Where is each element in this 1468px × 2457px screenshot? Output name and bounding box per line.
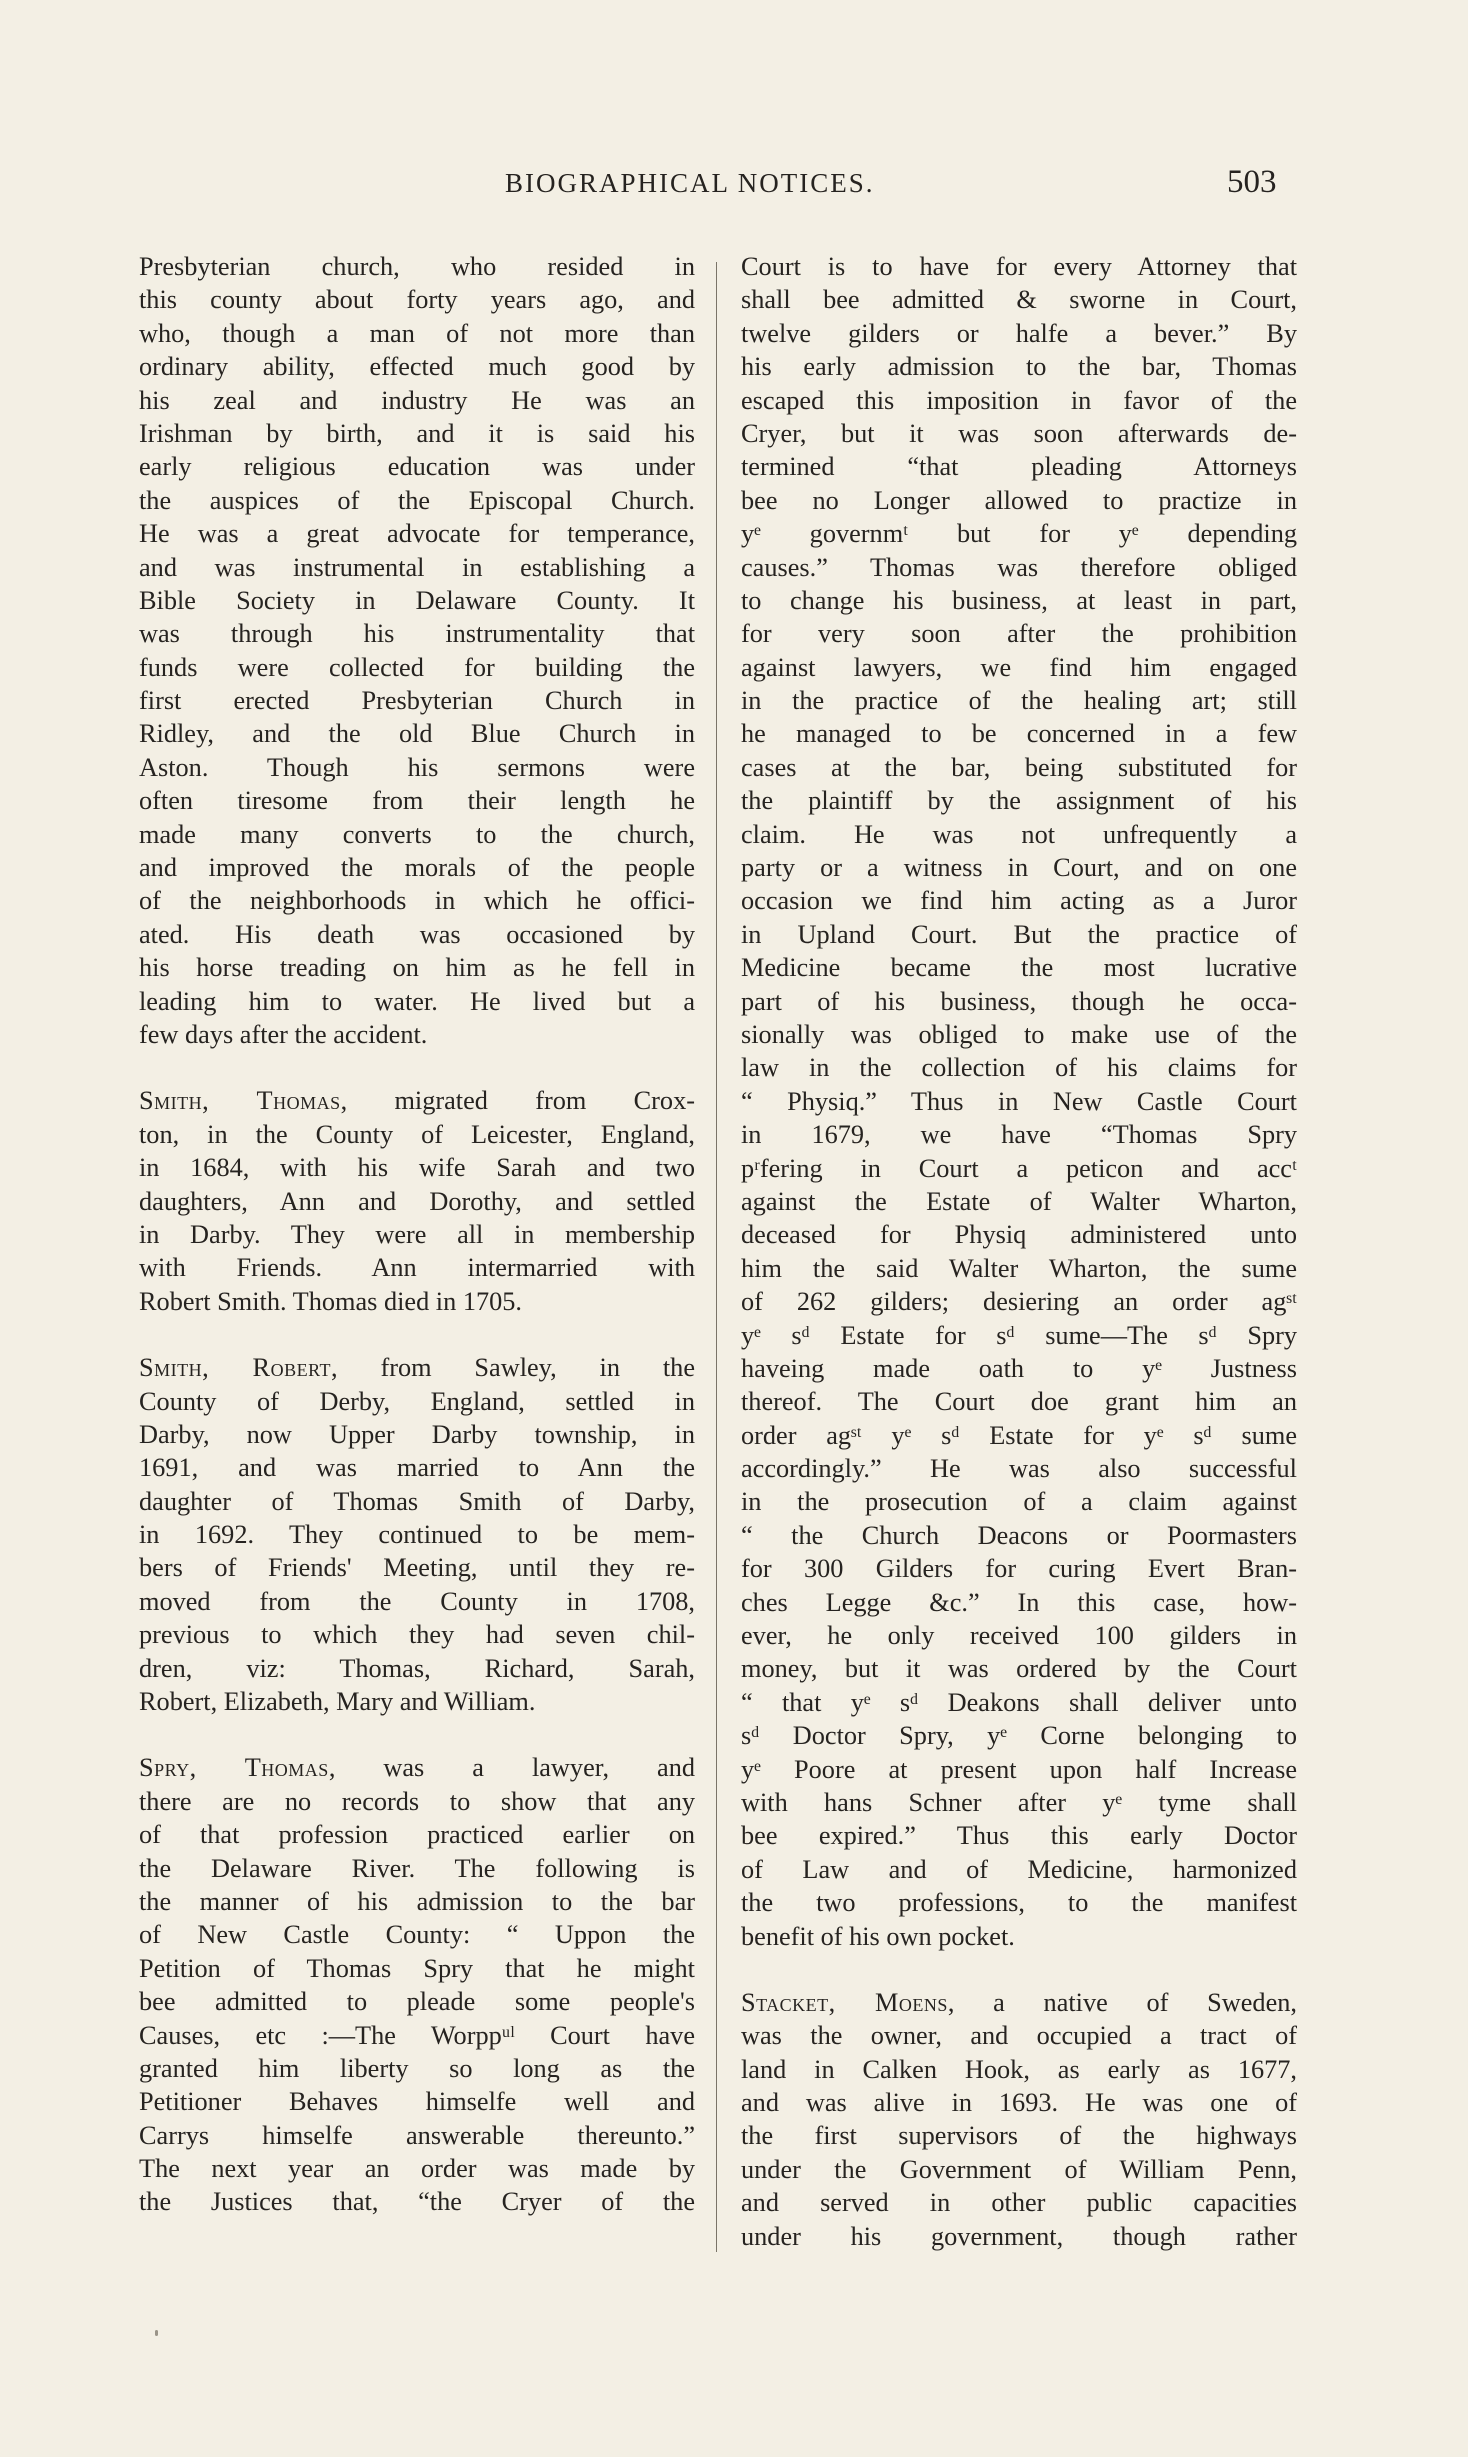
text-line: with Friends. Ann intermarried with — [139, 1253, 695, 1283]
text-line: was through his instrumentality that — [139, 619, 695, 649]
entry-headname: Stacket, Moens — [741, 1987, 948, 2017]
text-line: money, but it was ordered by the Court — [741, 1654, 1297, 1684]
text-line: Cryer, but it was soon afterwards de- — [741, 418, 1297, 448]
text-line: causes.” Thomas was therefore obliged — [741, 552, 1297, 582]
text-line: “ that yᵉ sᵈ Deakons shall deliver unto — [741, 1687, 1297, 1717]
text-line: dren, viz: Thomas, Richard, Sarah, — [139, 1653, 695, 1683]
text-line: the Delaware River. The following is — [139, 1853, 695, 1883]
text-line: thereof. The Court doe grant him an — [741, 1387, 1297, 1417]
text-line: under his government, though rather — [741, 2221, 1297, 2251]
text-line: of the neighborhoods in which he offici- — [139, 886, 695, 916]
text-line: ated. His death was occasioned by — [139, 919, 695, 949]
text-line: occasion we find him acting as a Juror — [741, 886, 1297, 916]
text-line: in 1692. They continued to be mem- — [139, 1520, 695, 1550]
paragraph-gap — [139, 1718, 695, 1751]
entry-headname: Smith, Robert — [139, 1353, 332, 1383]
text-line: ordinary ability, effected much good by — [139, 352, 695, 382]
text-line: there are no records to show that any — [139, 1786, 695, 1816]
text-line: and was alive in 1693. He was one of — [741, 2088, 1297, 2118]
text-line: Petitioner Behaves himselfe well and — [139, 2087, 695, 2117]
text-line: law in the collection of his claims for — [741, 1053, 1297, 1083]
text-line: previous to which they had seven chil- — [139, 1620, 695, 1650]
text-line: claim. He was not unfrequently a — [741, 819, 1297, 849]
text-line: shall bee admitted & sworne in Court, — [741, 285, 1297, 315]
text-line: first erected Presbyterian Church in — [139, 686, 695, 716]
text-line: he managed to be concerned in a few — [741, 719, 1297, 749]
text-line: the Justices that, “the Cryer of the — [139, 2187, 695, 2217]
text-line: yᵉ Poore at present upon half Increase — [741, 1754, 1297, 1784]
text-line: his early admission to the bar, Thomas — [741, 352, 1297, 382]
running-title: BIOGRAPHICAL NOTICES. — [505, 168, 875, 198]
text-line: Smith, Thomas, migrated from Crox- — [139, 1086, 695, 1116]
text-line: bee admitted to pleade some people's — [139, 1987, 695, 2017]
text-line: in the practice of the healing art; still — [741, 686, 1297, 716]
text-line: Presbyterian church, who resided in — [139, 252, 695, 281]
text-line: termined “that pleading Attorneys — [741, 452, 1297, 482]
text-line: early religious education was under — [139, 452, 695, 482]
text-line: with hans Schner after yᵉ tyme shall — [741, 1787, 1297, 1817]
text-line: ever, he only received 100 gilders in — [741, 1621, 1297, 1651]
text-line: the plaintiff by the assignment of his — [741, 786, 1297, 816]
text-line: The next year an order was made by — [139, 2154, 695, 2184]
right-column — [741, 250, 1297, 2253]
text-line: Bible Society in Delaware County. It — [139, 585, 695, 615]
entry-headname: Smith, Thomas — [139, 1086, 341, 1116]
text-line: pʳfering in Court a peticon and accᵗ — [741, 1153, 1297, 1183]
text-line: cases at the bar, being substituted for — [741, 752, 1297, 782]
running-head — [0, 164, 1468, 208]
text-line: Robert, Elizabeth, Mary and William. — [139, 1687, 536, 1717]
text-line: ches Legge &c.” In this case, how- — [741, 1587, 1297, 1617]
text-line: in 1679, we have “Thomas Spry — [741, 1120, 1297, 1150]
text-line: in Upland Court. But the practice of — [741, 919, 1297, 949]
text-line: to change his business, at least in part, — [741, 585, 1297, 615]
text-line: accordingly.” He was also successful — [741, 1454, 1297, 1484]
paragraph-gap — [741, 1953, 1297, 1986]
text-line: few days after the accident. — [139, 1019, 428, 1049]
text-line: benefit of his own pocket. — [741, 1921, 1015, 1951]
text-line: funds were collected for building the — [139, 652, 695, 682]
page-number: 503 — [1227, 164, 1277, 200]
text-line: Causes, etc :—The Worppᵘˡ Court have — [139, 2020, 695, 2050]
text-line: often tiresome from their length he — [139, 786, 695, 816]
paper-speck — [155, 2330, 158, 2336]
text-line: his zeal and industry He was an — [139, 385, 695, 415]
text-line: Carrys himselfe answerable thereunto.” — [139, 2120, 695, 2150]
text-line: Medicine became the most lucrative — [741, 953, 1297, 983]
text-line: the manner of his admission to the bar — [139, 1886, 695, 1916]
text-line: in 1684, with his wife Sarah and two — [139, 1153, 695, 1183]
text-line: “ Physiq.” Thus in New Castle Court — [741, 1086, 1297, 1116]
text-line: who, though a man of not more than — [139, 318, 695, 348]
text-line: He was a great advocate for temperance, — [139, 519, 695, 549]
text-line: Smith, Robert, from Sawley, in the — [139, 1353, 695, 1383]
text-line: in Darby. They were all in membership — [139, 1219, 695, 1249]
paragraph-gap — [139, 1051, 695, 1084]
text-line: Aston. Though his sermons were — [139, 752, 695, 782]
text-line: bee no Longer allowed to practize in — [741, 485, 1297, 515]
text-line: County of Derby, England, settled in — [139, 1386, 695, 1416]
text-line: his horse treading on him as he fell in — [139, 953, 695, 983]
entry-headname: Spry, Thomas — [139, 1753, 329, 1783]
text-line: Darby, now Upper Darby township, in — [139, 1419, 695, 1449]
text-line: daughter of Thomas Smith of Darby, — [139, 1486, 695, 1516]
text-line: this county about forty years ago, and — [139, 285, 695, 315]
text-line: against lawyers, we find him engaged — [741, 652, 1297, 682]
text-line: land in Calken Hook, as early as 1677, — [741, 2054, 1297, 2084]
text-line: sᵈ Doctor Spry, yᵉ Corne belonging to — [741, 1721, 1297, 1751]
text-line: for 300 Gilders for curing Evert Bran- — [741, 1554, 1297, 1584]
text-line: granted him liberty so long as the — [139, 2053, 695, 2083]
paragraph-gap — [139, 1318, 695, 1351]
text-line: Ridley, and the old Blue Church in — [139, 719, 695, 749]
text-line: escaped this imposition in favor of the — [741, 385, 1297, 415]
text-line: Robert Smith. Thomas died in 1705. — [139, 1286, 522, 1316]
text-line: sionally was obliged to make use of the — [741, 1019, 1297, 1049]
text-line: daughters, Ann and Dorothy, and settled — [139, 1186, 695, 1216]
text-line: bee expired.” Thus this early Doctor — [741, 1821, 1297, 1851]
text-line: against the Estate of Walter Wharton, — [741, 1186, 1297, 1216]
text-line: in the prosecution of a claim against — [741, 1487, 1297, 1517]
text-line: made many converts to the church, — [139, 819, 695, 849]
text-line: moved from the County in 1708, — [139, 1586, 695, 1616]
text-line: for very soon after the prohibition — [741, 619, 1297, 649]
text-line: bers of Friends' Meeting, until they re- — [139, 1553, 695, 1583]
text-line: of New Castle County: “ Uppon the — [139, 1920, 695, 1950]
text-line: party or a witness in Court, and on one — [741, 853, 1297, 883]
text-line: haveing made oath to yᵉ Justness — [741, 1353, 1297, 1383]
text-line: the first supervisors of the highways — [741, 2121, 1297, 2151]
text-line: Petition of Thomas Spry that he might — [139, 1953, 695, 1983]
text-line: twelve gilders or halfe a bever.” By — [741, 318, 1297, 348]
column-divider — [716, 262, 717, 2252]
text-line: order agˢᵗ yᵉ sᵈ Estate for yᵉ sᵈ sume — [741, 1420, 1297, 1450]
text-line: and was instrumental in establishing a — [139, 552, 695, 582]
text-line: of that profession practiced earlier on — [139, 1820, 695, 1850]
left-column — [139, 250, 695, 2219]
text-line: of Law and of Medicine, harmonized — [741, 1854, 1297, 1884]
text-line: Irishman by birth, and it is said his — [139, 418, 695, 448]
text-line: under the Government of William Penn, — [741, 2154, 1297, 2184]
text-line: leading him to water. He lived but a — [139, 986, 695, 1016]
text-line: Stacket, Moens, a native of Sweden, — [741, 1987, 1297, 2017]
text-line: Court is to have for every Attorney that — [741, 252, 1297, 281]
text-line: the two professions, to the manifest — [741, 1888, 1297, 1918]
text-line: yᵉ governmᵗ but for yᵉ depending — [741, 519, 1297, 549]
text-line: “ the Church Deacons or Poormasters — [741, 1520, 1297, 1550]
text-line: him the said Walter Wharton, the sume — [741, 1253, 1297, 1283]
text-line: was the owner, and occupied a tract of — [741, 2021, 1297, 2051]
text-line: and served in other public capacities — [741, 2188, 1297, 2218]
text-line: part of his business, though he occa- — [741, 986, 1297, 1016]
text-line: of 262 gilders; desiering an order agˢᵗ — [741, 1287, 1297, 1317]
text-line: 1691, and was married to Ann the — [139, 1453, 695, 1483]
text-line: Spry, Thomas, was a lawyer, and — [139, 1753, 695, 1783]
text-line: yᵉ sᵈ Estate for sᵈ sume—The sᵈ Spry — [741, 1320, 1297, 1350]
text-line: deceased for Physiq administered unto — [741, 1220, 1297, 1250]
text-line: ton, in the County of Leicester, England, — [139, 1119, 695, 1149]
text-line: the auspices of the Episcopal Church. — [139, 485, 695, 515]
text-line: and improved the morals of the people — [139, 853, 695, 883]
